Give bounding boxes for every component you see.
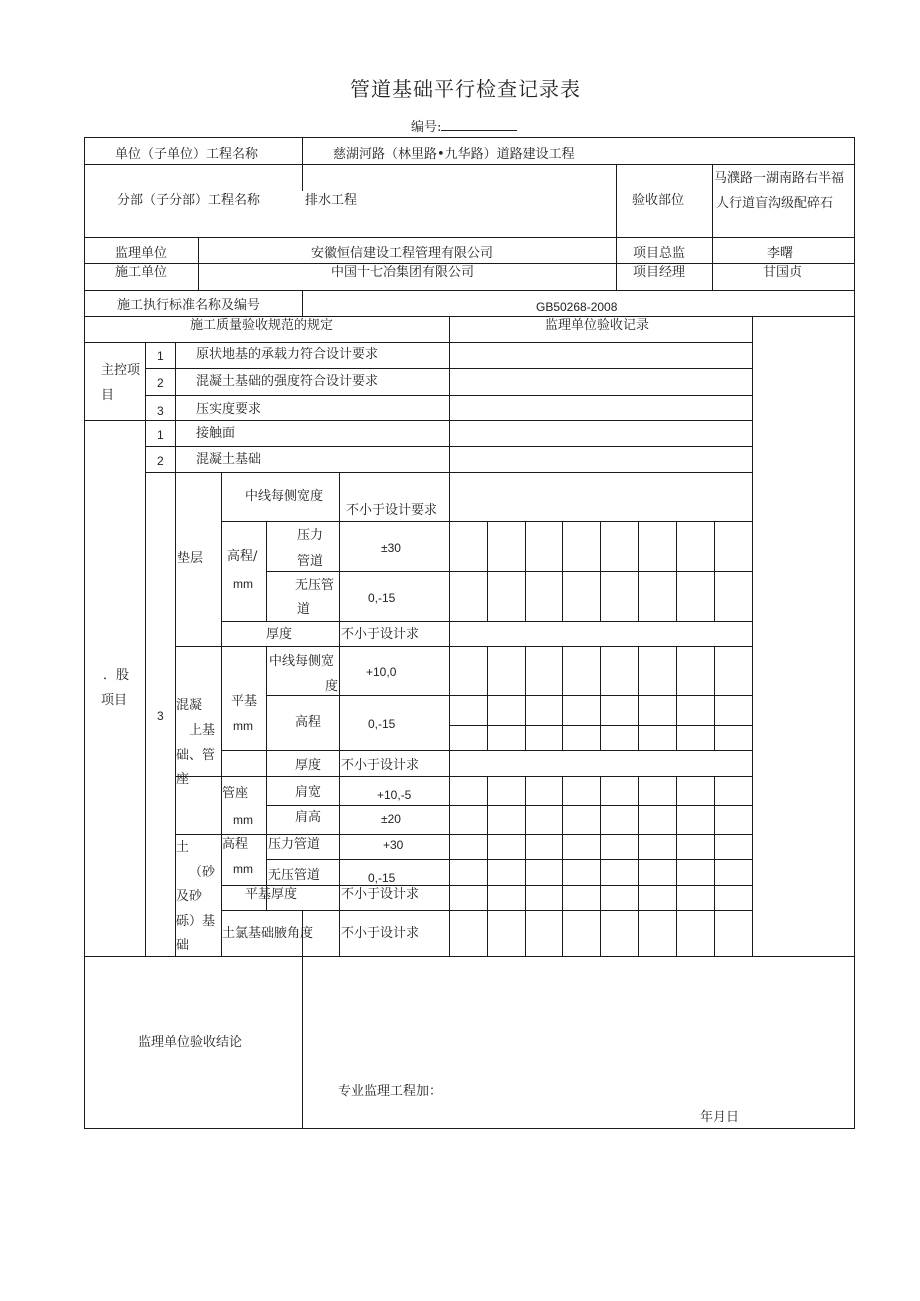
grid-line bbox=[175, 646, 752, 647]
grid-line bbox=[714, 646, 715, 750]
cushion-thickness-value: 不小于设计求 bbox=[341, 627, 420, 642]
grid-line bbox=[638, 521, 639, 621]
main-control-group-label-2: 目 bbox=[101, 388, 115, 403]
grid-line bbox=[714, 521, 715, 621]
cushion-pressure-value: ±30 bbox=[381, 541, 401, 555]
grid-line bbox=[175, 776, 752, 777]
supervision-unit-label: 监理单位 bbox=[115, 246, 168, 261]
grid-line bbox=[638, 776, 639, 956]
grid-line bbox=[562, 521, 563, 621]
concrete-centerline-label-2: 度 bbox=[325, 679, 339, 694]
earth-label-5: 础 bbox=[176, 938, 190, 953]
sub-project-value[interactable]: 排水工程 bbox=[305, 193, 358, 208]
conclusion-label: 监理单位验收结论 bbox=[138, 1035, 243, 1050]
grid-line bbox=[638, 646, 639, 750]
grid-line bbox=[84, 1128, 855, 1129]
grid-line bbox=[302, 956, 303, 1128]
construction-unit-label: 施工单位 bbox=[115, 265, 168, 280]
cushion-pressure-pipe-2: 管道 bbox=[297, 554, 324, 569]
general-item-text: 接触面 bbox=[196, 426, 236, 441]
grid-line bbox=[84, 420, 752, 421]
main-item-text: 混凝土基础的强度符合设计要求 bbox=[196, 374, 379, 389]
grid-line bbox=[84, 290, 855, 291]
grid-line bbox=[600, 646, 601, 750]
general-item-number: 3 bbox=[157, 709, 164, 723]
serial-blank[interactable] bbox=[441, 118, 517, 131]
supervision-unit-value[interactable]: 安徽恒信建设工程管理有限公司 bbox=[311, 246, 494, 261]
cushion-nonpressure-pipe-2: 道 bbox=[297, 602, 311, 617]
grid-line bbox=[84, 316, 855, 317]
earth-nonpressure-label: 无压管道 bbox=[268, 868, 321, 883]
concrete-thickness-label: 厚度 bbox=[295, 758, 322, 773]
grid-line bbox=[266, 521, 267, 621]
earth-nonpressure-value: 0,-15 bbox=[368, 871, 396, 885]
grid-line bbox=[302, 137, 303, 191]
grid-line bbox=[712, 164, 713, 290]
earth-pressure-value: +30 bbox=[383, 838, 404, 852]
project-manager-label: 项目经理 bbox=[633, 265, 686, 280]
grid-line bbox=[84, 137, 85, 1129]
grid-line bbox=[562, 776, 563, 956]
cushion-pressure-pipe: 压力 bbox=[297, 528, 324, 543]
concrete-centerline-label: 中线每侧宽 bbox=[269, 654, 335, 669]
concrete-flat-base-label: 平基 bbox=[231, 694, 258, 709]
construction-unit-value[interactable]: 中国十七冶集团有限公司 bbox=[331, 265, 475, 280]
date-label[interactable]: 年月日 bbox=[700, 1110, 740, 1125]
grid-line bbox=[525, 521, 526, 621]
standard-value[interactable]: GB50268-2008 bbox=[536, 300, 618, 314]
cushion-elevation-label: 高程/ bbox=[227, 549, 258, 564]
grid-line bbox=[175, 472, 176, 956]
shoulder-height-label: 肩高 bbox=[295, 810, 322, 825]
grid-line bbox=[600, 776, 601, 956]
grid-line bbox=[84, 237, 855, 238]
concrete-elevation-label: 高程 bbox=[295, 715, 322, 730]
grid-line bbox=[84, 137, 855, 138]
grid-line bbox=[145, 342, 146, 956]
concrete-label: 混凝 bbox=[176, 698, 203, 713]
earth-flat-thickness-value: 不小于设计求 bbox=[341, 887, 420, 902]
earth-label-3: 及砂 bbox=[176, 889, 203, 904]
earth-angle-label: 土氯基础腋角度 bbox=[222, 926, 314, 941]
concrete-centerline-value: +10,0 bbox=[366, 665, 397, 679]
grid-line bbox=[339, 472, 340, 956]
acceptance-part-line2[interactable]: 人行道盲沟级配碎石 bbox=[716, 196, 834, 211]
serial-label: 编号: bbox=[411, 120, 442, 135]
cushion-centerline-label: 中线每侧宽度 bbox=[245, 489, 324, 504]
general-group-label-2: 项目 bbox=[101, 693, 128, 708]
grid-line bbox=[198, 237, 199, 290]
grid-line bbox=[266, 646, 267, 776]
grid-line bbox=[562, 646, 563, 750]
earth-label: 土 bbox=[176, 840, 190, 855]
main-item-text: 原状地基的承载力符合设计要求 bbox=[196, 347, 379, 362]
cushion-centerline-value: 不小于设计要求 bbox=[346, 503, 438, 518]
standard-label: 施工执行标准名称及编号 bbox=[117, 298, 261, 313]
main-control-group-label: 主控项 bbox=[101, 363, 141, 378]
grid-line bbox=[676, 521, 677, 621]
grid-line bbox=[752, 316, 753, 956]
spec-column-header: 施工质量验收规范的规定 bbox=[190, 318, 334, 333]
grid-line bbox=[221, 621, 752, 622]
cushion-nonpressure-value: 0,-15 bbox=[368, 591, 396, 605]
concrete-elevation-value: 0,-15 bbox=[368, 717, 396, 731]
project-manager-value[interactable]: 甘国贞 bbox=[763, 265, 803, 280]
cushion-thickness-label: 厚度 bbox=[266, 627, 293, 642]
concrete-seat-unit: mm bbox=[233, 813, 253, 827]
shoulder-width-label: 肩宽 bbox=[295, 785, 322, 800]
grid-line bbox=[84, 342, 752, 343]
shoulder-width-value: +10,-5 bbox=[377, 788, 412, 802]
grid-line bbox=[84, 956, 855, 957]
general-group-label: ．股 bbox=[103, 668, 130, 683]
general-item-number: 1 bbox=[157, 428, 164, 442]
grid-line bbox=[175, 342, 176, 472]
grid-line bbox=[84, 263, 855, 264]
grid-line bbox=[84, 164, 855, 165]
grid-line bbox=[525, 776, 526, 956]
earth-flat-thickness-label: 平基厚度 bbox=[245, 887, 298, 902]
main-item-number: 3 bbox=[157, 404, 164, 418]
grid-line bbox=[676, 776, 677, 956]
main-item-number: 1 bbox=[157, 349, 164, 363]
concrete-label-3: 础、管 bbox=[176, 748, 216, 763]
grid-line bbox=[487, 521, 488, 621]
cushion-elevation-unit: mm bbox=[233, 577, 253, 591]
earth-label-2: （砂 bbox=[189, 865, 216, 880]
grid-line bbox=[525, 646, 526, 750]
main-item-number: 2 bbox=[157, 376, 164, 390]
cushion-label: 垫层 bbox=[177, 551, 204, 566]
sub-project-label: 分部（子分部）工程名称 bbox=[117, 193, 261, 208]
page-title: 管道基础平行检查记录表 bbox=[350, 77, 581, 101]
concrete-seat-label: 管座 bbox=[222, 786, 249, 801]
earth-label-4: 砾）基 bbox=[176, 914, 216, 929]
unit-project-label: 单位（子单位）工程名称 bbox=[115, 147, 259, 162]
chief-supervisor-value[interactable]: 李曙 bbox=[767, 246, 794, 261]
unit-project-value[interactable]: 慈湖河路（林里路•九华路）道路建设工程 bbox=[333, 147, 575, 162]
supervising-engineer-label[interactable]: 专业监理工程加： bbox=[338, 1084, 443, 1099]
concrete-flat-base-unit: mm bbox=[233, 719, 253, 733]
record-column-header: 监理单位验收记录 bbox=[545, 318, 650, 333]
grid-line bbox=[449, 316, 450, 956]
grid-line bbox=[676, 646, 677, 750]
concrete-label-4: 座 bbox=[176, 772, 190, 787]
acceptance-part-line1[interactable]: 马濮路一湖南路右半福 bbox=[714, 171, 845, 186]
concrete-thickness-value: 不小于设计求 bbox=[341, 758, 420, 773]
concrete-label-2: 上基 bbox=[189, 723, 216, 738]
grid-line bbox=[175, 834, 752, 835]
general-item-number: 2 bbox=[157, 454, 164, 468]
grid-line bbox=[487, 776, 488, 956]
grid-line bbox=[854, 137, 855, 1129]
general-item-text: 混凝土基础 bbox=[196, 452, 262, 467]
main-item-text: 压实度要求 bbox=[196, 402, 262, 417]
grid-line bbox=[302, 290, 303, 316]
acceptance-part-label: 验收部位 bbox=[632, 193, 685, 208]
grid-line bbox=[221, 750, 752, 751]
earth-elevation-label: 高程 bbox=[222, 837, 249, 852]
earth-elevation-unit: mm bbox=[233, 862, 253, 876]
grid-line bbox=[221, 472, 222, 646]
shoulder-height-value: ±20 bbox=[381, 812, 401, 826]
earth-pressure-label: 压力管道 bbox=[268, 837, 321, 852]
grid-line bbox=[600, 521, 601, 621]
grid-line bbox=[714, 776, 715, 956]
grid-line bbox=[487, 646, 488, 750]
chief-supervisor-label: 项目总监 bbox=[633, 246, 686, 261]
cushion-nonpressure-pipe: 无压管 bbox=[295, 578, 335, 593]
grid-line bbox=[616, 164, 617, 290]
earth-angle-value: 不小于设计求 bbox=[341, 926, 420, 941]
serial-number bbox=[411, 118, 517, 136]
